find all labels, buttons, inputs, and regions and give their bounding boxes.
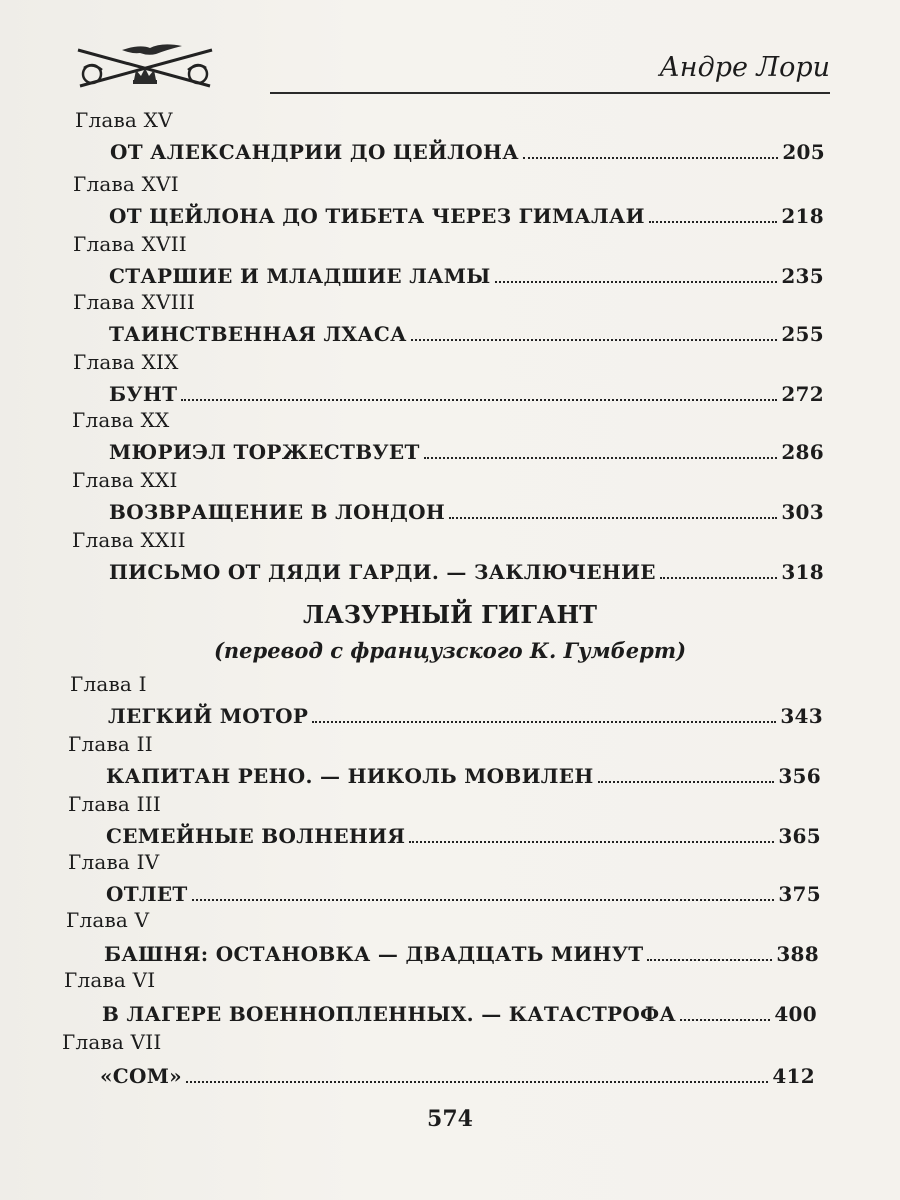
dot-leader bbox=[424, 456, 778, 459]
toc-entry-page: 356 bbox=[778, 764, 821, 788]
toc-entry[interactable] bbox=[106, 764, 821, 788]
toc-entry-page: 343 bbox=[780, 704, 823, 728]
toc-entry-page: 286 bbox=[781, 440, 824, 464]
toc-entry[interactable] bbox=[109, 382, 824, 406]
toc-entry-title: В ЛАГЕРЕ ВОЕННОПЛЕННЫХ. — КАТАСТРОФА bbox=[102, 1002, 676, 1026]
toc-entry-title: ПИСЬМО ОТ ДЯДИ ГАРДИ. — ЗАКЛЮЧЕНИЕ bbox=[109, 560, 656, 584]
section-title: ЛАЗУРНЫЙ ГИГАНТ bbox=[302, 600, 598, 629]
chapter-label: Глава XXII bbox=[72, 528, 186, 552]
chapter-label: Глава VII bbox=[62, 1030, 162, 1054]
dot-leader bbox=[647, 958, 772, 961]
dot-leader bbox=[449, 516, 777, 519]
chapter-label: Глава XVI bbox=[73, 172, 179, 196]
dot-leader bbox=[186, 1080, 768, 1083]
chapter-label: Глава IV bbox=[68, 850, 160, 874]
dot-leader bbox=[495, 280, 778, 283]
toc-entry-page: 235 bbox=[781, 264, 824, 288]
dot-leader bbox=[192, 898, 775, 901]
page-number: 574 bbox=[427, 1106, 473, 1132]
toc-entry-page: 412 bbox=[772, 1064, 815, 1088]
toc-entry[interactable] bbox=[110, 140, 825, 164]
chapter-label: Глава XV bbox=[75, 108, 173, 132]
dot-leader bbox=[409, 840, 774, 843]
chapter-label: Глава I bbox=[70, 672, 147, 696]
toc-entry-page: 388 bbox=[776, 942, 819, 966]
dot-leader bbox=[312, 720, 776, 723]
chapter-label: Глава XVIII bbox=[73, 290, 195, 314]
toc-entry-page: 318 bbox=[781, 560, 824, 584]
toc-entry-page: 400 bbox=[774, 1002, 817, 1026]
toc-entry-page: 255 bbox=[781, 322, 824, 346]
toc-entry[interactable] bbox=[109, 500, 824, 524]
chapter-label: Глава II bbox=[68, 732, 153, 756]
toc-entry-page: 218 bbox=[781, 204, 824, 228]
toc-entry-title: КАПИТАН РЕНО. — НИКОЛЬ МОВИЛЕН bbox=[106, 764, 594, 788]
toc-entry[interactable] bbox=[109, 560, 824, 584]
toc-entry-page: 205 bbox=[782, 140, 825, 164]
toc-entry-page: 375 bbox=[778, 882, 821, 906]
toc-entry[interactable] bbox=[106, 824, 821, 848]
toc-entry-title: «СОМ» bbox=[100, 1064, 182, 1088]
chapter-label: Глава V bbox=[66, 908, 150, 932]
running-header bbox=[70, 40, 830, 96]
crossed-sabers-emblem-icon bbox=[70, 40, 220, 96]
toc-entry[interactable] bbox=[106, 882, 821, 906]
header-rule bbox=[270, 92, 830, 94]
toc-entry[interactable] bbox=[109, 440, 824, 464]
toc-entry-title: ОТ АЛЕКСАНДРИИ ДО ЦЕЙЛОНА bbox=[110, 140, 519, 164]
chapter-label: Глава XX bbox=[72, 408, 170, 432]
toc-entry-title: ОТ ЦЕЙЛОНА ДО ТИБЕТА ЧЕРЕЗ ГИМАЛАИ bbox=[109, 204, 645, 228]
dot-leader bbox=[598, 780, 775, 783]
dot-leader bbox=[523, 156, 779, 159]
toc-entry-title: ВОЗВРАЩЕНИЕ В ЛОНДОН bbox=[109, 500, 446, 524]
toc-entry-title: СТАРШИЕ И МЛАДШИЕ ЛАМЫ bbox=[109, 264, 491, 288]
dot-leader bbox=[649, 220, 778, 223]
toc-entry[interactable] bbox=[108, 704, 823, 728]
toc-entry-title: ТАИНСТВЕННАЯ ЛХАСА bbox=[109, 322, 407, 346]
dot-leader bbox=[181, 398, 777, 401]
toc-entry-title: ОТЛЕТ bbox=[106, 882, 188, 906]
dot-leader bbox=[411, 338, 778, 341]
dot-leader bbox=[660, 576, 778, 579]
toc-entry[interactable] bbox=[104, 942, 819, 966]
toc-entry-page: 365 bbox=[778, 824, 821, 848]
toc-entry[interactable] bbox=[102, 1002, 817, 1026]
section-subtitle: (перевод с французского К. Гумберт) bbox=[213, 638, 687, 663]
toc-entry[interactable] bbox=[109, 322, 824, 346]
toc-entry-title: СЕМЕЙНЫЕ ВОЛНЕНИЯ bbox=[106, 824, 406, 848]
toc-entry[interactable] bbox=[109, 264, 824, 288]
chapter-label: Глава XXI bbox=[72, 468, 178, 492]
toc-entry-page: 272 bbox=[781, 382, 824, 406]
toc-entry-page: 303 bbox=[781, 500, 824, 524]
toc-entry-title: ЛЕГКИЙ МОТОР bbox=[108, 704, 309, 728]
running-header-author: Андре Лори bbox=[659, 52, 830, 83]
toc-entry-title: БАШНЯ: ОСТАНОВКА — ДВАДЦАТЬ МИНУТ bbox=[104, 942, 644, 966]
dot-leader bbox=[680, 1018, 770, 1021]
toc-entry[interactable] bbox=[100, 1064, 815, 1088]
chapter-label: Глава VI bbox=[64, 968, 156, 992]
toc-entry-title: МЮРИЭЛ ТОРЖЕСТВУЕТ bbox=[109, 440, 420, 464]
chapter-label: Глава III bbox=[68, 792, 161, 816]
chapter-label: Глава XIX bbox=[73, 350, 179, 374]
toc-entry[interactable] bbox=[109, 204, 824, 228]
chapter-label: Глава XVII bbox=[73, 232, 187, 256]
toc-entry-title: БУНТ bbox=[109, 382, 178, 406]
